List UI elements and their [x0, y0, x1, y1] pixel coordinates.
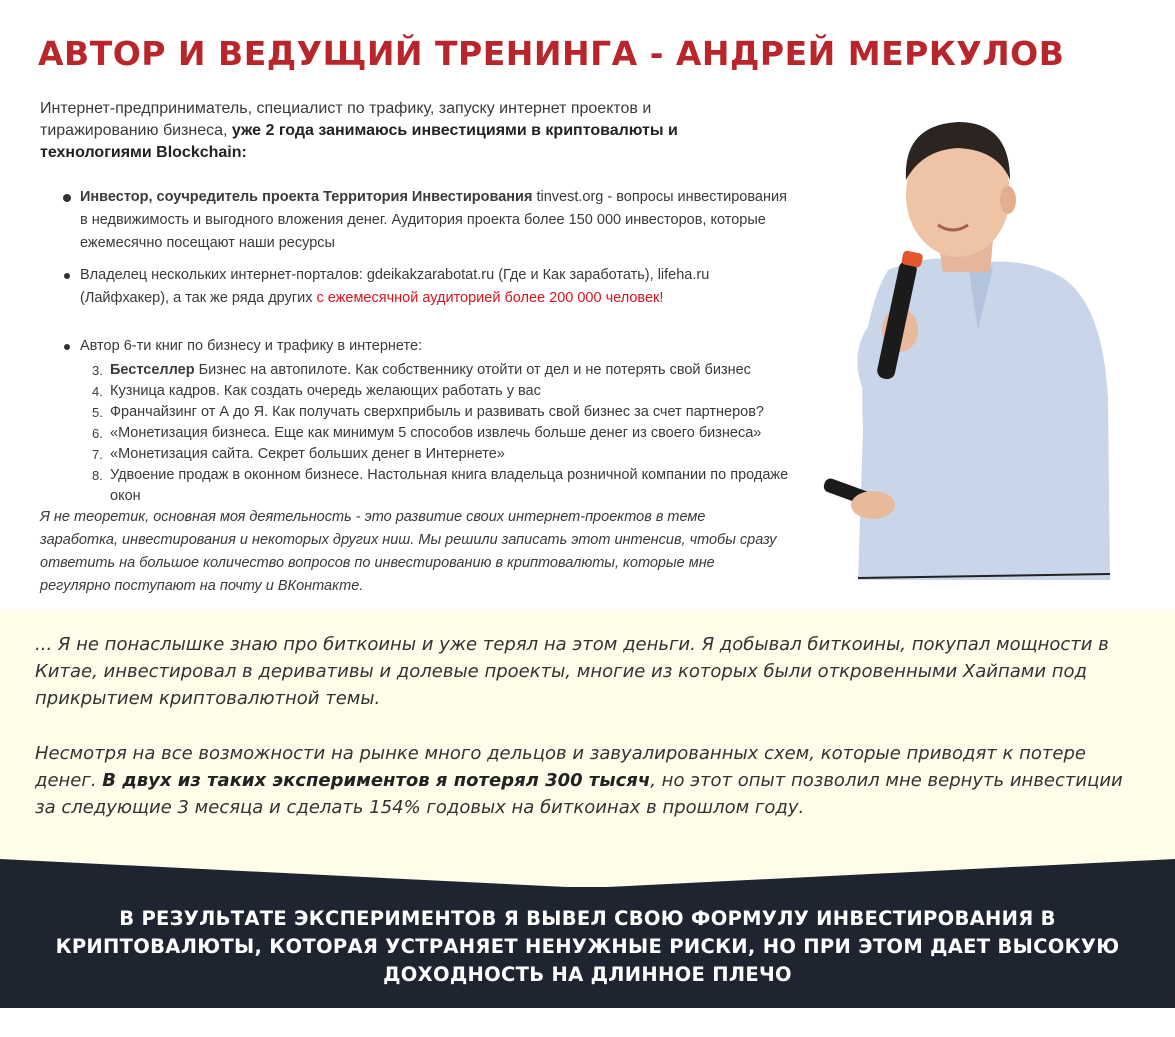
quote-paragraph-2: [35, 740, 1145, 821]
list-item-investor: [62, 186, 792, 255]
book-number: 8.: [92, 468, 103, 483]
quote-section: [0, 609, 1175, 859]
book-title: Кузница кадров. Как создать очередь желающих работать у вас: [110, 383, 541, 399]
list-item: [92, 465, 792, 507]
quote-p2-end: , но этот опыт позволил мне вернуть инвестиции за следующие 3 месяца и сделать 154% годовых на биткоинах в прошлом году.: [35, 770, 1123, 818]
list-item: [92, 381, 792, 402]
conclusion-text: В РЕЗУЛЬТАТЕ ЭКСПЕРИМЕНТОВ Я ВЫВЕЛ СВОЮ ФОРМУЛУ ИНВЕСТИРОВАНИЯ В КРИПТОВАЛЮТЫ, КОТОРАЯ УСТРАНЯЕТ НЕНУЖНЫЕ РИСКИ, НО ПРИ ЭТОМ ДАЕТ ВЫСОКУЮ ДОХОДНОСТЬ НА ДЛИННОЕ ПЛЕЧО: [55, 907, 1120, 986]
owner-highlight: с ежемесячной аудиторией более 200 000 человек!: [316, 290, 664, 306]
book-title: «Монетизация бизнеса. Еще как минимум 5 способов извлечь больше денег из своего бизнеса»: [110, 425, 762, 441]
book-number: 5.: [92, 405, 103, 420]
book-number: 3.: [92, 363, 103, 378]
page-title: АВТОР И ВЕДУЩИЙ ТРЕНИНГА - АНДРЕЙ МЕРКУЛОВ: [38, 34, 1065, 73]
list-item: [92, 360, 792, 381]
intro-paragraph: [40, 98, 740, 164]
author-note: Я не теоретик, основная моя деятельность - это развитие своих интернет-проектов в теме заработка, инвестирования и некоторых других ниш. Мы решили записать этот интенсив, чтобы сразу ответить на большое количество вопросов по инвестированию в криптовалюты, которые мне регулярно поступают на почту и ВКонтакте.: [40, 509, 777, 594]
book-title: Удвоение продаж в оконном бизнесе. Настольная книга владельца розничной компании по продаже окон: [110, 467, 789, 504]
speaker-photo: [818, 100, 1118, 580]
list-item-author: [62, 335, 792, 507]
list-item: [92, 423, 792, 444]
arrow-notch-shape: [0, 859, 1175, 889]
book-title: Франчайзинг от А до Я. Как получать сверхприбыль и развивать свой бизнес за счет партнеров?: [110, 404, 765, 420]
list-item: [92, 444, 792, 465]
investor-text: tinvest.org - вопросы инвестирования в недвижимость и выгодного вложения денег. Аудитория проекта более 150 000 инвесторов, которые ежемесячно посещают наши ресурсы: [80, 189, 787, 251]
quote-paragraph-1: ... Я не понаслышке знаю про биткоины и уже терял на этом деньги. Я добывал биткоины, покупал мощности в Китае, инвестировал в деривативы и долевые проекты, многие из которых были откровенными Хайпами под прикрытием криптовалютной темы.: [35, 634, 1109, 709]
author-text: Автор 6-ти книг по бизнесу и трафику в интернете:: [80, 338, 423, 354]
intro-text: Интернет-предприниматель, специалист по трафику, запуску интернет проектов и тиражированию бизнеса,: [40, 100, 652, 139]
books-list: [80, 360, 792, 507]
list-item-owner: [62, 264, 792, 310]
investor-bold: Инвестор, соучредитель проекта Территория Инвестирования: [80, 189, 533, 205]
book-title: «Монетизация сайта. Секрет больших денег в Интернете»: [110, 446, 505, 462]
book-number: 7.: [92, 447, 103, 462]
conclusion-banner: [0, 859, 1175, 1008]
intro-bold-text: уже 2 года занимаюсь инвестициями в криптовалюты и технологиями Blockchain:: [40, 122, 678, 161]
list-item: [92, 402, 792, 423]
owner-text: Владелец нескольких интернет-порталов: gdeikakzarabotat.ru (Где и Как заработать), lifeha.ru (Лайфхакер), а так же ряда других: [80, 267, 710, 306]
book-number: 4.: [92, 384, 103, 399]
book-number: 6.: [92, 426, 103, 441]
book-bold: Бестселлер: [110, 362, 195, 378]
achievements-list: [62, 186, 792, 507]
book-title: Бизнес на автопилоте. Как собственнику отойти от дел и не потерять свой бизнес: [194, 362, 751, 378]
quote-p2-start: Несмотря на все возможности на рынке много дельцов и завуалированных схем, которые приводят к потере денег.: [35, 743, 1086, 791]
quote-p2-bold: В двух из таких экспериментов я потерял 300 тысяч: [102, 770, 651, 791]
